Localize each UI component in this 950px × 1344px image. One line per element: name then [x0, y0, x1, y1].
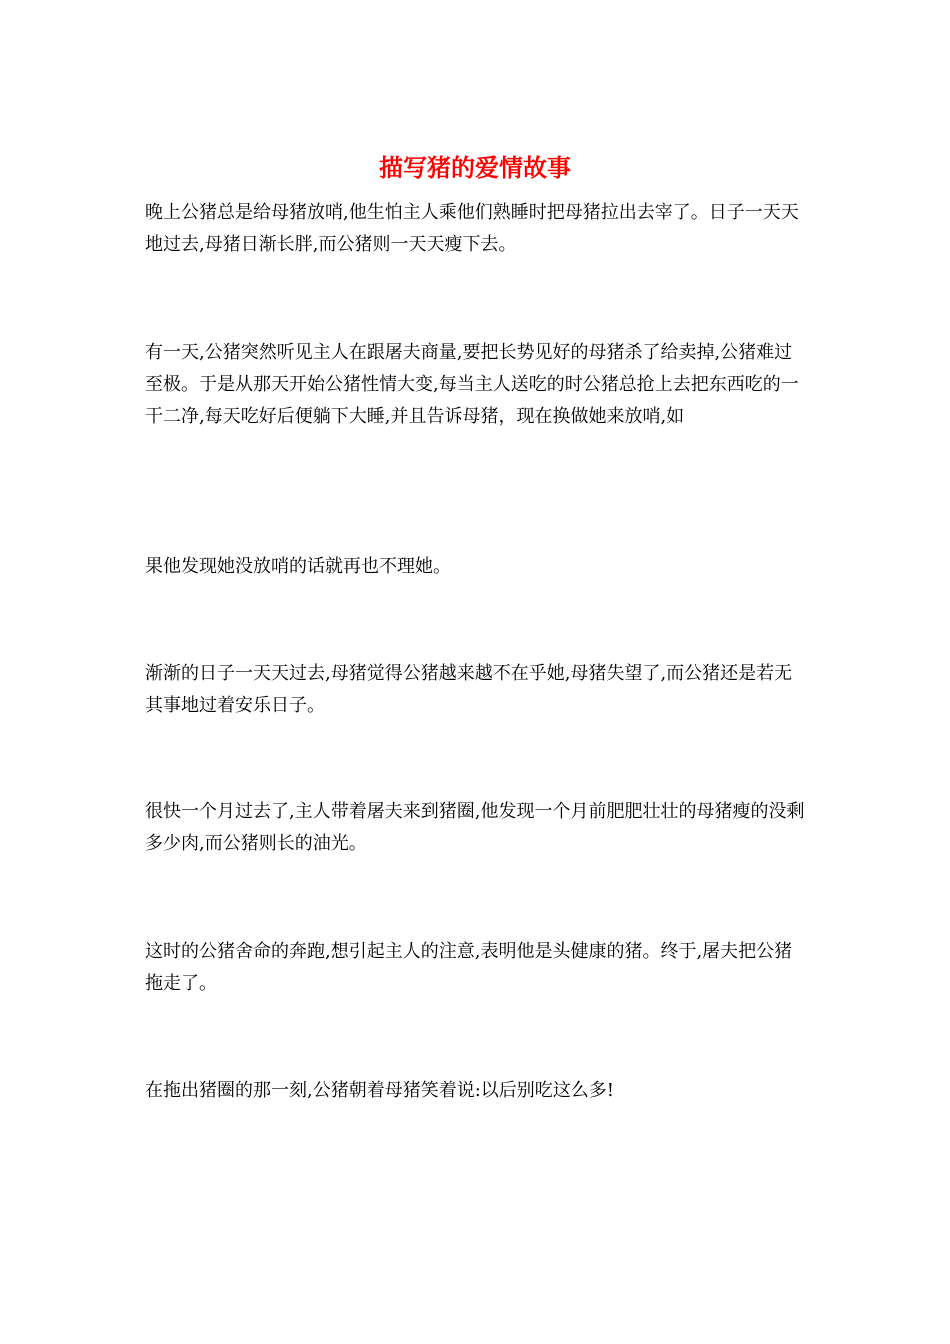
paragraph-2: 有一天,公猪突然听见主人在跟屠夫商量,要把长势见好的母猪杀了给卖掉,公猪难过至极。于是从那天开始公猪性情大变,每当主人送吃的时公猪总抢上去把东西吃的一干二净,每天吃好后便躺下大睡,并且告诉母猪，现在换做她来放哨,如: [145, 342, 799, 427]
paragraph-4: 渐渐的日子一天天过去,母猪觉得公猪越来越不在乎她,母猪失望了,而公猪还是若无其事地过着安乐日子。: [145, 663, 793, 716]
paragraph-6: 这时的公猪舍命的奔跑,想引起主人的注意,表明他是头健康的猪。终于,屠夫把公猪拖走了。: [145, 941, 793, 994]
paragraph-5: 很快一个月过去了,主人带着屠夫来到猪圈,他发现一个月前肥肥壮壮的母猪瘦的没剩多少肉,而公猪则长的油光。: [145, 801, 805, 854]
paragraph-1: 晚上公猪总是给母猪放哨,他生怕主人乘他们熟睡时把母猪拉出去宰了。日子一天天地过去,母猪日渐长胖,而公猪则一天天瘦下去。: [145, 202, 799, 255]
paragraph-3: 果他发现她没放哨的话就再也不理她。: [145, 556, 451, 577]
document-title: 描写猪的爱情故事: [379, 153, 571, 182]
paragraph-7: 在拖出猪圈的那一刻,公猪朝着母猪笑着说:以后别吃这么多!: [145, 1080, 615, 1101]
